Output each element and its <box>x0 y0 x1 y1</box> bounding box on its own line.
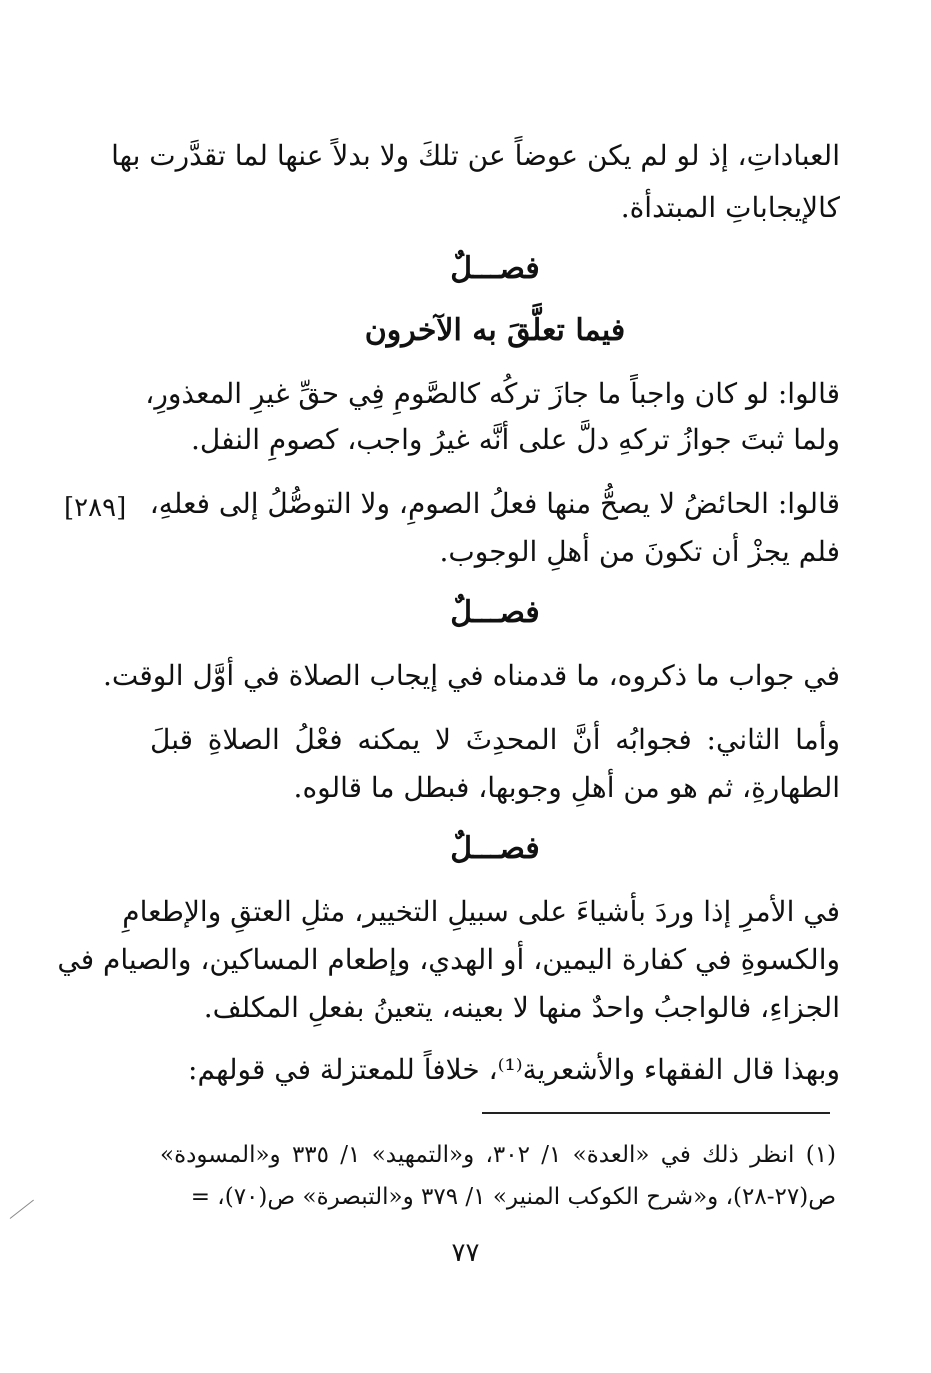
text-line: العباداتِ، إذ لو لم يكن عوضاً عن تلكَ ولا بدلاً عنها لما تقدَّرت بها <box>111 139 840 172</box>
text-line: في الأمرِ إذا وردَ بأشياءَ على سبيلِ التخيير، مثلِ العتقِ والإطعامِ <box>122 895 840 928</box>
scan-artifact-mark <box>10 1200 34 1219</box>
text-line: الطهارةِ، ثم هو من أهلِ وجوبها، فبطل ما قالوه. <box>293 771 840 804</box>
text-line: فلم يجزْ أن تكونَ من أهلِ الوجوب. <box>439 535 840 568</box>
text-line: ولما ثبتَ جوازُ تركهِ دلَّ على أنَّه غيرُ واجب، كصومِ النفل. <box>190 423 840 456</box>
text-line: وأما الثاني: فجوابُه أنَّ المحدِثَ لا يمكنه فعْلُ الصلاةِ قبلَ <box>150 723 840 756</box>
footnote-line: ص(٢٧-٢٨)، و«شرح الكوكب المنير» ١/ ٣٧٩ و«التبصرة» ص(٧٠)، = <box>190 1184 836 1210</box>
section-heading: فصـــلٌ <box>450 251 540 286</box>
margin-page-reference: [٢٨٩] <box>64 493 127 523</box>
page-number: ٧٧ <box>451 1238 480 1268</box>
footnote-line: (١) انظر ذلك في «العدة» ١/ ٣٠٢، و«التمهيد» ١/ ٣٣٥ و«المسودة» <box>160 1142 837 1168</box>
text-line: والكسوةِ في كفارة اليمين، أو الهدي، وإطعام المساكين، والصيام في <box>57 943 840 976</box>
text-line: الجزاءِ، فالواجبُ واحدٌ منها لا بعينه، يتعينُ بفعلِ المكلف. <box>203 991 840 1024</box>
text-line: في جواب ما ذكروه، ما قدمناه في إيجاب الصلاة في أوَّل الوقت. <box>103 659 840 692</box>
text-line: قالوا: الحائضُ لا يصحُّ منها فعلُ الصومِ، ولا التوصُّلُ إلى فعلهِ، <box>149 487 840 520</box>
section-subheading: فيما تعلَّقَ به الآخرون <box>364 313 626 348</box>
footnote-separator <box>482 1112 830 1114</box>
section-heading: فصـــلٌ <box>450 831 540 866</box>
text-line: كالإيجاباتِ المبتدأة. <box>620 191 840 224</box>
text-line: قالوا: لو كان واجباً ما جازَ تركُه كالصَّومِ فِي حقِّ غيرِ المعذورِ، <box>145 377 840 410</box>
text-line: وبهذا قال الفقهاء والأشعرية⁽¹⁾، خلافاً للمعتزلة في قولهم: <box>188 1053 840 1086</box>
section-heading: فصـــلٌ <box>450 595 540 630</box>
